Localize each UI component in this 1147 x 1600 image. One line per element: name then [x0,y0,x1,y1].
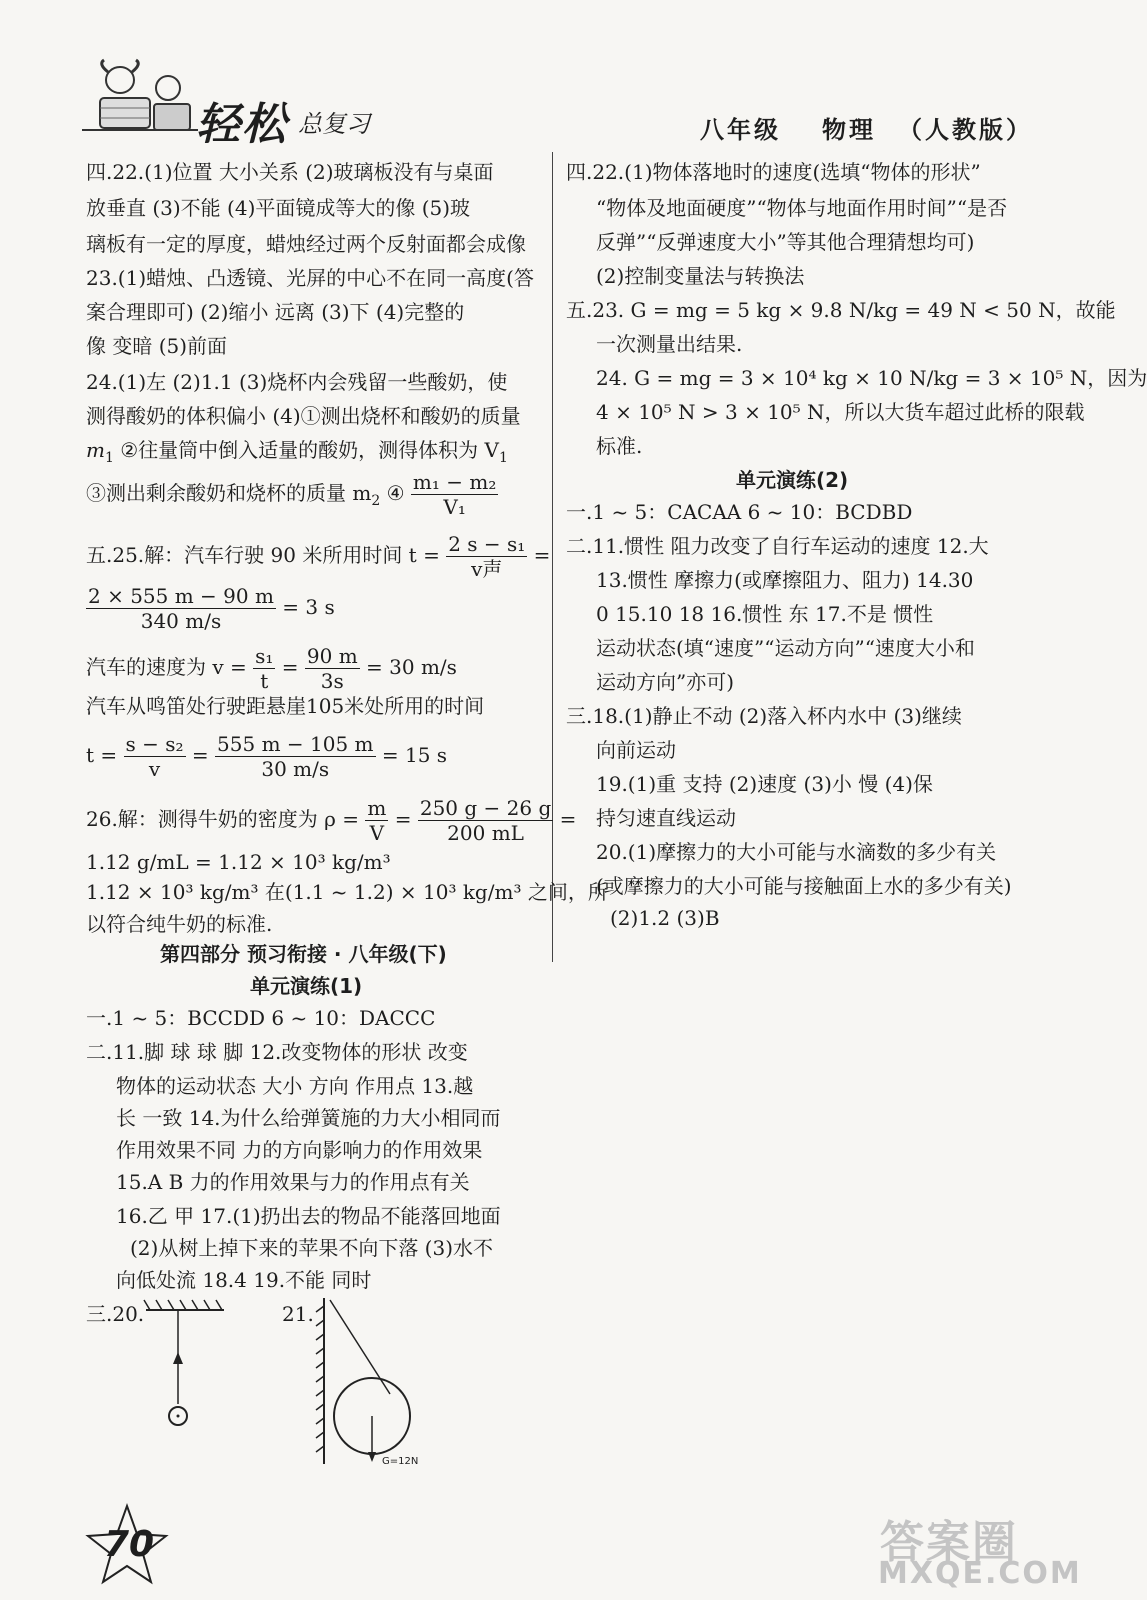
answer-line: 四.22.(1)位置 大小关系 (2)玻璃板没有与桌面 [86,160,494,184]
time-fraction [446,532,527,581]
subscript: 2 [371,493,381,509]
answer-line [86,584,335,633]
subscript: 1 [498,450,508,466]
density-fraction [418,796,553,845]
answer-text: 汽车的速度为 v = [86,655,247,679]
speed-fraction [253,644,275,693]
answer-line: 向低处流 18.4 19.不能 同时 [116,1268,372,1292]
answer-text: ②往量筒中倒入适量的酸奶，测得体积为 V [113,438,499,462]
answer-line: 20.(1)摩擦力的大小可能与水滴数的多少有关 [596,840,997,864]
brand-subtitle: 总复习 [298,110,370,138]
hanging-ball-diagram [140,1296,230,1446]
answer-line: 作用效果不同 力的方向影响力的作用效果 [116,1138,483,1162]
answer-line: 持匀速直线运动 [596,806,736,830]
var-m: m [86,438,105,462]
fraction-denominator: 30 m/s [261,757,330,781]
fraction-numerator: s − s₂ [125,732,184,756]
fraction-denominator: 200 mL [447,821,524,845]
fraction-numerator: m [367,796,387,820]
unit-two-heading: 单元演练(2) [736,468,849,492]
answer-line: 以符合纯牛奶的标准. [86,912,273,936]
fraction-denominator: V [369,821,385,845]
subject-label: 物理 [822,116,876,144]
answer-line: 一.1 ~ 5：CACAA 6 ~ 10：BCDBD [566,500,913,524]
answer-line: 物体的运动状态 大小 方向 作用点 13.越 [116,1074,474,1098]
equals-sign: = [191,743,209,767]
answer-text: ③测出剩余酸奶和烧杯的质量 m [86,481,372,505]
gravity-label: G=12N [382,1456,419,1467]
speed-fraction [305,644,360,693]
answer-line: 19.(1)重 支持 (2)速度 (3)小 慢 (4)保 [596,772,933,796]
unit-one-heading: 单元演练(1) [250,974,363,998]
fraction-numerator: 250 g − 26 g [419,796,552,820]
answer-line [86,732,447,781]
children-reading-illustration [80,58,200,138]
edition-label: （人教版） [898,116,1033,144]
answer-text: 五.25.解：汽车行驶 90 米所用时间 t = [86,543,440,567]
time-fraction [124,732,186,781]
answer-line: 0 15.10 18 16.惯性 东 17.不是 惯性 [596,602,934,626]
answer-line: 4 × 10⁵ N > 3 × 10⁵ N，所以大货车超过此桥的限载 [596,400,1085,424]
answer-line: (2)控制变量法与转换法 [596,264,805,288]
answer-line: 24.(1)左 (2)1.1 (3)烧杯内会残留一些酸奶，使 [86,370,508,394]
answer-line: 放垂直 (3)不能 (4)平面镜成等大的像 (5)玻 [86,196,471,220]
answer-text: = 3 s [282,595,335,619]
page-number: 70 [104,1524,155,1565]
answer-line: 案合理即可) (2)缩小 远离 (3)下 (4)完整的 [86,300,465,324]
fraction-numerator: 2 s − s₁ [448,532,526,556]
answer-line: 16.乙 甲 17.(1)扔出去的物品不能落回地面 [116,1204,501,1228]
answer-line [86,644,457,693]
answer-line: 五.23. G = mg = 5 kg × 9.8 N/kg = 49 N < 50 N，故能 [566,298,1116,322]
answer-line: 长 一致 14.为什么给弹簧施的力大小相同而 [116,1106,501,1130]
answer-line: 运动状态(填“速度”“运动方向”“速度大小和 [596,636,975,660]
fraction-numerator: 555 m − 105 m [217,732,374,756]
answer-line: (2)从树上掉下来的苹果不向下落 (3)水不 [130,1236,494,1260]
answer-text: t = [86,743,118,767]
equals-sign: = [394,807,412,831]
fraction-denominator: v [148,757,161,781]
fraction-denominator: t [260,669,269,693]
fraction-numerator: 90 m [306,644,358,668]
answer-line [86,470,498,519]
answer-line [86,796,576,845]
answer-text: 26.解：测得牛奶的密度为 ρ = [86,807,360,831]
fraction-denominator: v声 [471,557,503,581]
equals-sign: = [533,543,551,567]
brand-title: 轻松 [196,99,288,150]
ball-on-wall-diagram [310,1296,430,1466]
answer-line: 像 变暗 (5)前面 [86,334,228,358]
answer-line: 向前运动 [596,738,676,762]
answer-line: “物体及地面硬度”“物体与地面作用时间”“是否 [596,196,1008,220]
answer-line: 1.12 × 10³ kg/m³ 在(1.1 ~ 1.2) × 10³ kg/m³ 之间，所 [86,880,608,904]
fraction-denominator: 3s [320,669,344,693]
answer-line: (2)1.2 (3)B [610,906,720,930]
answer-text: = 15 s [381,743,448,767]
answer-line: 反弹”“反弹速度大小”等其他合理猜想均可) [596,230,975,254]
answer-line: 23.(1)蜡烛、凸透镜、光屏的中心不在同一高度(答 [86,266,534,290]
time-fraction [215,732,375,781]
answer-line: 测得酸奶的体积偏小 (4)①测出烧杯和酸奶的质量 [86,404,521,428]
answer-line: 15.A B 力的作用效果与力的作用点有关 [116,1170,470,1194]
answer-line: 四.22.(1)物体落地时的速度(选填“物体的形状” [566,160,981,184]
watermark-logo: 答案圈 [880,1517,1018,1568]
answer-line: 一.1 ~ 5：BCCDD 6 ~ 10：DACCC [86,1006,436,1030]
answer-text: ④ [380,481,405,505]
fraction-denominator: V₁ [443,495,466,519]
equals-sign: = [281,655,299,679]
subscript: 1 [104,450,114,466]
answer-text: = 30 m/s [366,655,457,679]
time-fraction [86,584,276,633]
density-fraction [365,796,388,845]
equals-sign: = [559,807,577,831]
fraction-numerator: s₁ [255,644,274,668]
answer-line: 1.12 g/mL = 1.12 × 10³ kg/m³ [86,850,391,874]
density-fraction [411,470,498,519]
answer-line: 标准. [596,434,643,458]
answer-line: 13.惯性 摩擦力(或摩擦阻力、阻力) 14.30 [596,568,974,592]
answer-line: 二.11.惯性 阻力改变了自行车运动的速度 12.大 [566,534,989,558]
grade-label: 八年级 [700,116,781,144]
fraction-numerator: m₁ − m₂ [412,470,497,494]
answer-line: 汽车从鸣笛处行驶距悬崖105米处所用的时间 [86,694,485,718]
watermark-url: MXQE.COM [878,1556,1082,1591]
part-four-heading: 第四部分 预习衔接 · 八年级(下) [160,942,447,966]
answer-line: 24. G = mg = 3 × 10⁴ kg × 10 N/kg = 3 × 10⁵ N，因为 [596,366,1147,390]
answer-line [86,532,550,581]
answer-line: 一次测量出结果. [596,332,743,356]
question-number: 21. [282,1302,314,1326]
question-number: 三.20. [86,1302,145,1326]
answer-line: (或摩擦力的大小可能与接触面上水的多少有关) [596,874,1012,898]
answer-line: 运动方向”亦可) [596,670,735,694]
answer-line: 二.11.脚 球 球 脚 12.改变物体的形状 改变 [86,1040,468,1064]
answer-line: 三.18.(1)静止不动 (2)落入杯内水中 (3)继续 [566,704,962,728]
answer-line [86,438,508,470]
answer-line: 璃板有一定的厚度，蜡烛经过两个反射面都会成像 [86,232,526,256]
fraction-denominator: 340 m/s [140,609,222,633]
header-logo [80,58,200,138]
fraction-numerator: 2 × 555 m − 90 m [88,584,274,608]
